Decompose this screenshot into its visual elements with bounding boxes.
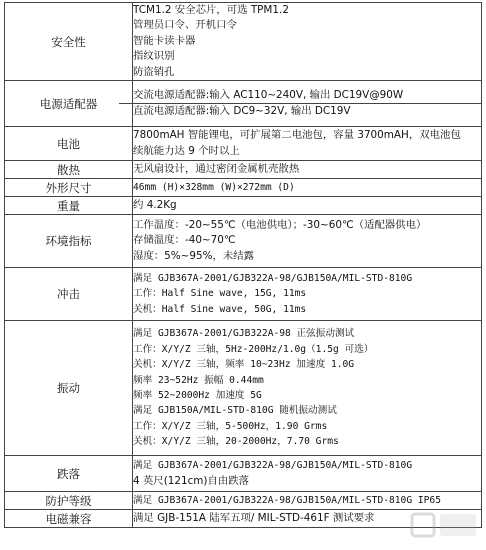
value-line: 7800mAH 智能锂电，可扩展第二电池包，容量 3700mAH，双电池包 bbox=[133, 129, 461, 142]
value-line: 4 英尺(121cm)自由跌落 bbox=[133, 474, 250, 487]
row-label-cell bbox=[5, 215, 133, 268]
row-label-cell bbox=[5, 179, 133, 197]
row-label: 重量 bbox=[57, 198, 80, 213]
value-line: 满足 GJB367A-2001/GJB322A-98/GJB150A/MIL-STD-810G IP65 bbox=[133, 494, 441, 506]
value-line: 防盗销孔 bbox=[133, 65, 175, 78]
row-label: 振动 bbox=[57, 381, 80, 396]
table-row bbox=[5, 127, 482, 161]
value-line: 工作：Half Sine wave, 15G, 11ms bbox=[133, 288, 307, 300]
value-line: 频率 52~2000Hz 加速度 5G bbox=[133, 390, 262, 402]
value-line: 频率 23~52Hz 振幅 0.44mm bbox=[133, 374, 264, 386]
value-line: 工作：X/Y/Z 三轴，5Hz-200Hz/1.0g（1.5g 可选） bbox=[133, 343, 374, 355]
row-value-cell bbox=[133, 197, 482, 215]
table-row bbox=[5, 268, 482, 321]
row-value-cell bbox=[133, 3, 482, 81]
value-line: 存储温度：-40~70℃ bbox=[133, 234, 236, 247]
row-label-cell bbox=[5, 197, 133, 215]
value-line: 直流电源适配器:输入 DC9~32V, 输出 DC19V bbox=[133, 105, 351, 118]
value-line: TCM1.2 安全芯片，可选 TPM1.2 bbox=[133, 4, 289, 16]
row-label: 散热 bbox=[57, 162, 80, 177]
value-line: 满足 GJB150A/MIL-STD-810G 随机振动测试 bbox=[133, 405, 337, 417]
row-label: 电磁兼容 bbox=[45, 511, 92, 526]
value-line: 续航能力达 9 个时以上 bbox=[133, 144, 240, 157]
row-label-cell bbox=[5, 510, 133, 528]
row-value-cell bbox=[133, 127, 482, 161]
row-value-cell bbox=[133, 81, 482, 127]
value-line: 交流电源适配器:输入 AC110~240V, 输出 DC19V@90W bbox=[133, 88, 404, 101]
value-line: 工作：X/Y/Z 三轴，5-500Hz，1.90 Grms bbox=[133, 420, 328, 432]
row-value-cell bbox=[133, 268, 482, 321]
value-line: 湿度：5%~95%，未结露 bbox=[133, 249, 255, 262]
value-line: 关机：Half Sine wave, 50G, 11ms bbox=[133, 303, 307, 315]
value-line: 满足 GJB367A-2001/GJB322A-98 正弦振动测试 bbox=[133, 328, 355, 340]
table-row bbox=[5, 321, 482, 456]
table-row bbox=[5, 492, 482, 510]
row-value-cell bbox=[133, 179, 482, 197]
value-line: 满足 GJB-151A 陆军五项/ MIL-STD-461F 测试要求 bbox=[133, 511, 375, 524]
value-line: 满足 GJB367A-2001/GJB322A-98/GJB150A/MIL-STD-810G bbox=[133, 460, 413, 472]
row-label: 防护等级 bbox=[45, 493, 92, 508]
row-label-cell bbox=[5, 3, 133, 81]
table-row bbox=[5, 179, 482, 197]
row-label-cell bbox=[5, 456, 133, 492]
row-label: 电池 bbox=[57, 136, 80, 151]
watermark-logo bbox=[410, 508, 480, 542]
row-value-cell bbox=[133, 492, 482, 510]
row-label: 环境指标 bbox=[45, 234, 92, 249]
row-value-cell bbox=[133, 161, 482, 179]
row-label: 冲击 bbox=[57, 287, 80, 302]
row-label: 跌落 bbox=[57, 466, 80, 481]
value-line: 无风扇设计，通过密闭金属机壳散热 bbox=[133, 162, 300, 175]
spec-table bbox=[4, 2, 482, 528]
value-line: 关机：X/Y/Z 三轴，频率 10~23Hz 加速度 1.0G bbox=[133, 359, 355, 371]
row-label-cell bbox=[5, 321, 133, 456]
row-value-cell bbox=[133, 215, 482, 268]
row-value-cell bbox=[133, 321, 482, 456]
table-row bbox=[5, 3, 482, 81]
table-row bbox=[5, 81, 482, 127]
table-row bbox=[5, 456, 482, 492]
table-row bbox=[5, 197, 482, 215]
watermark-icon bbox=[410, 508, 480, 542]
value-line: 关机：X/Y/Z 三轴，20-2000Hz，7.70 Grms bbox=[133, 436, 339, 448]
row-label-cell bbox=[5, 268, 133, 321]
row-value-cell bbox=[133, 456, 482, 492]
row-label-cell bbox=[5, 81, 133, 127]
value-line: 约 4.2Kg bbox=[133, 198, 177, 211]
value-line: 指纹识别 bbox=[133, 50, 175, 63]
table-row bbox=[5, 215, 482, 268]
value-line: 满足 GJB367A-2001/GJB322A-98/GJB150A/MIL-STD-810G bbox=[133, 272, 413, 284]
value-line: 管理员口令、开机口令 bbox=[133, 19, 237, 32]
value-line: 46mm (H)×328mm (W)×272mm (D) bbox=[133, 181, 295, 193]
row-label: 电源适配器 bbox=[39, 96, 98, 111]
spec-table-container bbox=[4, 2, 484, 528]
row-label-cell bbox=[5, 492, 133, 510]
value-line: 工作温度：-20~55℃（电池供电）；-30~60℃（适配器供电） bbox=[133, 218, 427, 231]
row-label: 外形尺寸 bbox=[45, 180, 92, 195]
value-line: 智能卡读卡器 bbox=[133, 34, 196, 47]
row-label: 安全性 bbox=[51, 34, 86, 49]
row-label-cell bbox=[5, 127, 133, 161]
table-row bbox=[5, 161, 482, 179]
row-label-cell bbox=[5, 161, 133, 179]
